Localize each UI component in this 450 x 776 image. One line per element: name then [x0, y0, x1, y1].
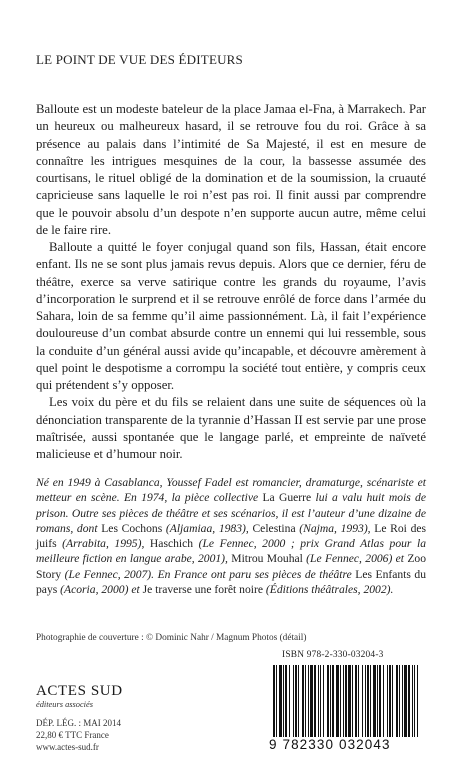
bio-title: Zoo Story — [36, 552, 427, 581]
legal-deposit: DÉP. LÉG. : MAI 2014 — [36, 718, 121, 728]
bio-title: La Guerre — [262, 491, 312, 505]
barcode-bar — [373, 665, 376, 737]
summary-paragraph-2: Balloute a quitté le foyer conjugal quand son fils, Hassan, était encore enfant. Ils ne se sont plus jamais revus depuis. Alors que ce dernier, féru de théâtre, exerce sa verve satirique contre les grands du royaume, l’avis d’incorporation le surprend et il se retrouve enrôlé de force dans l’armée du Sahara, loin de sa femme qu’il aime passionnément. Là, il fait l’expérience douloureuse d’un combat absurde contre un ennemi qui lui ressemble, sous la conduite d’un général aussi avide qu’incapable, et découvre amèrement à quel point le despotisme a corrompu la société tout entière, y compris ceux qui prétendent s’y opposer. — [36, 240, 426, 392]
bio-text: (Éditions théâtrales, 2002). — [262, 583, 394, 597]
isbn: ISBN 978-2-330-03204-3 — [282, 650, 384, 660]
barcode-bar — [336, 665, 339, 737]
barcode-bar — [308, 665, 309, 737]
barcode-bar — [310, 665, 313, 737]
barcode-bar — [330, 665, 331, 737]
publisher-subtitle: éditeurs associés — [36, 700, 93, 709]
barcode-digits: 9 782330 032043 — [269, 737, 391, 752]
barcode-bar — [379, 665, 381, 737]
bio-title: Celestina — [252, 521, 296, 535]
barcode-bar — [377, 665, 378, 737]
barcode-bar — [417, 665, 418, 737]
barcode-bar — [345, 665, 347, 737]
barcode-bar — [283, 665, 284, 737]
barcode-bar — [392, 665, 393, 737]
barcode-bar — [295, 665, 297, 737]
bio-text: (Le Fennec, 2000 ; prix Grand Atlas pour la meilleure fiction en langue arabe, 2001), — [36, 537, 426, 566]
barcode-bar — [276, 665, 277, 737]
barcode-bar — [293, 665, 294, 737]
photo-credit: Photographie de couverture : © Dominic Nahr / Magnum Photos (détail) — [36, 633, 307, 643]
barcode-bar — [343, 665, 344, 737]
barcode-bar — [404, 665, 407, 737]
barcode-bar — [358, 665, 359, 737]
barcode-bar — [320, 665, 321, 737]
barcode-bar — [389, 665, 391, 737]
bio-title: Les Enfants du pays — [36, 567, 427, 597]
barcode-bar — [402, 665, 403, 737]
barcode-bar — [408, 665, 410, 737]
barcode-bar — [298, 665, 299, 737]
website: www.actes-sud.fr — [36, 742, 99, 753]
bio-title: Le Roi des juifs — [36, 521, 427, 551]
barcode-bar — [383, 665, 384, 737]
bio-text: (Le Fennec, 2006) et — [302, 552, 408, 566]
barcode-bar — [414, 665, 415, 737]
bio-text: (Aljamiaa, 1983), — [162, 521, 253, 535]
book-summary — [36, 101, 426, 463]
barcode-bar — [387, 665, 388, 737]
barcode-bar — [412, 665, 413, 737]
barcode-bar — [352, 665, 353, 737]
bio-text: (Le Fennec, 2007). En France ont paru ses pièces de théâtre — [61, 567, 356, 581]
author-bio — [36, 475, 426, 597]
barcode-icon — [269, 665, 423, 737]
barcode-bar — [279, 665, 282, 737]
barcode-bar — [396, 665, 398, 737]
bio-text: (Najma, 1993), — [295, 521, 375, 535]
barcode-bar — [340, 665, 341, 737]
barcode-bar — [302, 665, 304, 737]
barcode-bar — [332, 665, 334, 737]
bio-title: Haschich — [149, 537, 194, 551]
barcode-bar — [273, 665, 275, 737]
summary-paragraph-1: Balloute est un modeste bateleur de la place Jamaa el-Fna, à Marrakech. Par un heureux ou malheureux hasard, il se retrouve fou du roi. Grâce à sa présence au palais dans l’intimité de Sa Majesté, il est en mesure de connaître les intrigues mesquines de la cour, la bassesse assumée des courtisans, le rituel obligé de la domination et de la soumission, la cruauté capricieuse sans laquelle le roi n’est pas roi. Il finit aussi par comprendre que le pouvoir absolu d’un despote n’en supporte aucun autre, même celui de le faire rire. — [36, 102, 426, 237]
barcode-bar — [365, 665, 366, 737]
barcode-bar — [323, 665, 324, 737]
barcode-bar — [314, 665, 316, 737]
bio-text: lui a valu huit mois de prison. Outre ses pièces de théâtre et ses scénarios, il est l’auteur d’une dizaine de romans, dont — [36, 491, 426, 535]
bio-text: Né en 1949 à Casablanca, Youssef Fadel est romancier, dramaturge, scénariste et metteur en scène. En 1974, la pièce collective — [36, 476, 426, 505]
barcode-bar — [367, 665, 369, 737]
price: 22,80 € TTC France — [36, 730, 109, 741]
barcode-bar — [355, 665, 357, 737]
barcode-bar — [362, 665, 363, 737]
barcode-bar — [399, 665, 400, 737]
barcode-bar — [327, 665, 329, 737]
barcode-bar — [285, 665, 287, 737]
barcode-bar — [305, 665, 306, 737]
bio-text: (Acoria, 2000) et — [57, 583, 143, 597]
barcode-bar — [318, 665, 319, 737]
summary-paragraph-3: Les voix du père et du fils se relaient dans une suite de séquences où la dénonciation transparente de la tyrannie d’Hassan II est servie par une prose maîtrisée, aussi spontanée que le langage parlé, et empreinte de naïveté malicieuse et d’humour noir. — [36, 395, 426, 461]
section-heading: LE POINT DE VUE DES ÉDITEURS — [36, 52, 243, 67]
publisher-logo: ACTES SUD — [36, 683, 123, 699]
legal-info — [36, 717, 121, 754]
barcode-bar — [348, 665, 351, 737]
bio-text: (Arrabita, 1995), — [56, 537, 150, 551]
barcode-bar — [370, 665, 371, 737]
bio-title: Mitrou Mouhal — [231, 552, 303, 566]
barcode-bar — [289, 665, 290, 737]
bio-title: Je traverse une forêt noire — [142, 583, 263, 597]
bio-title: Les Cochons — [101, 521, 163, 535]
